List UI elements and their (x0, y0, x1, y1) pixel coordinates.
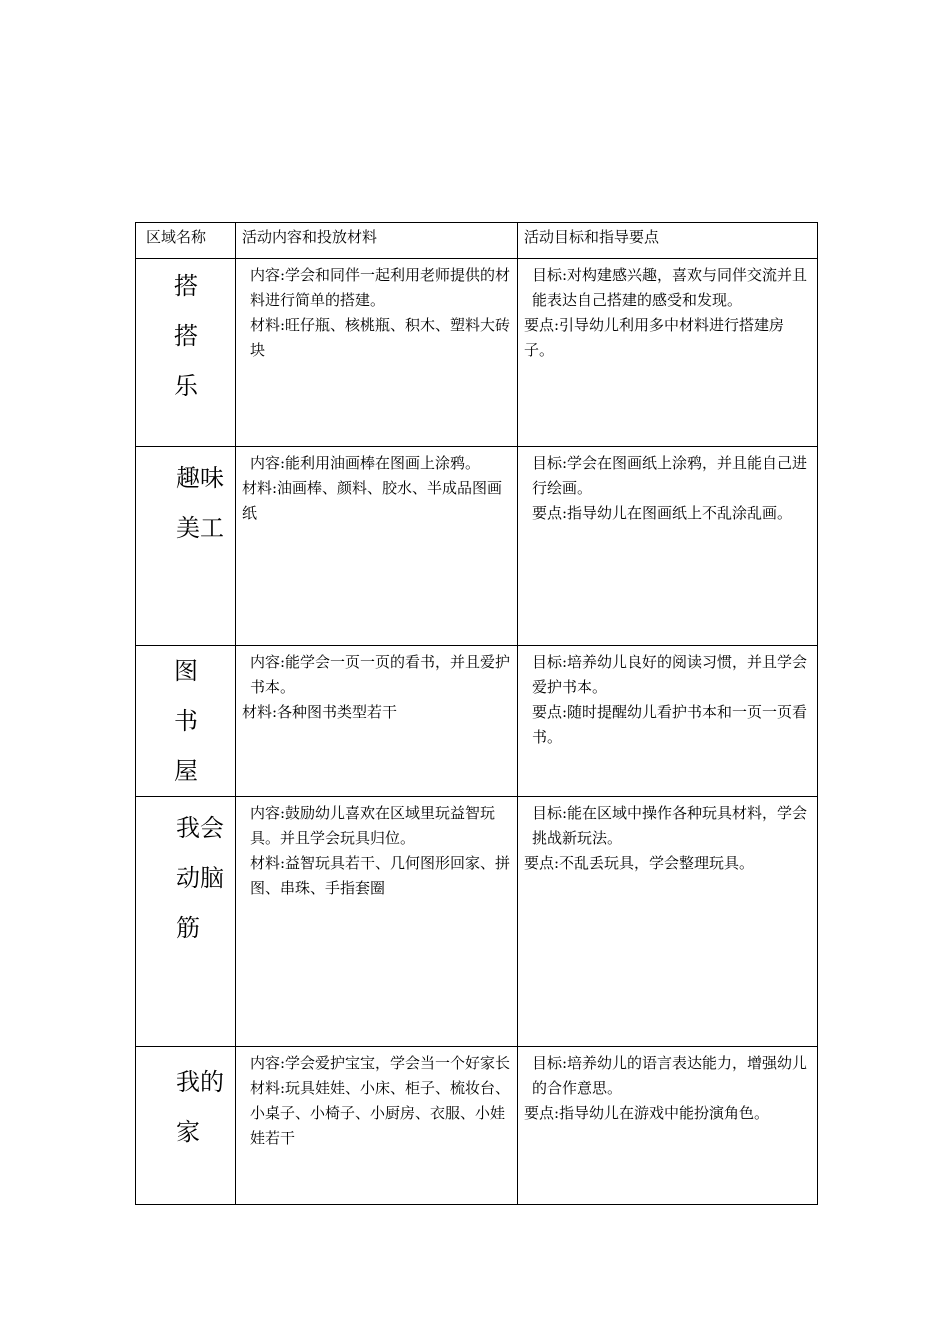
goals-points-cell (518, 646, 818, 797)
content-materials-cell (236, 1047, 518, 1205)
goal-text: 目标:对构建感兴趣，喜欢与同伴交流并且能表达自己搭建的感受和发现。 (532, 266, 808, 309)
area-name-line: 搭 (174, 322, 198, 350)
content-materials-cell (236, 259, 518, 447)
area-name-line: 乐 (174, 372, 198, 400)
materials-text: 材料:油画棒、颜料、胶水、半成品图画纸 (242, 479, 503, 522)
area-name-line: 书 (174, 707, 198, 735)
header-content-materials: 活动内容和投放材料 (236, 223, 518, 259)
content-materials-cell (236, 646, 518, 797)
content-text: 内容:鼓励幼儿喜欢在区域里玩益智玩具。并且学会玩具归位。 (250, 804, 496, 847)
goals-points-cell (518, 447, 818, 646)
content-text: 内容:能利用油画棒在图画上涂鸦。 (250, 454, 481, 472)
header-goals-points: 活动目标和指导要点 (518, 223, 818, 259)
points-text: 要点:不乱丢玩具，学会整理玩具。 (524, 854, 755, 872)
area-name-cell (136, 646, 236, 797)
area-name-line: 筋 (176, 914, 200, 942)
points-text: 要点:指导幼儿在游戏中能扮演角色。 (524, 1104, 770, 1122)
area-name-line: 美工 (176, 514, 224, 542)
area-name-line: 图 (174, 657, 198, 685)
area-name-cell (136, 797, 236, 1047)
header-area-name: 区域名称 (136, 223, 236, 259)
table-header-row (136, 223, 818, 259)
area-name-line: 屋 (174, 757, 198, 785)
goal-text: 目标:培养幼儿良好的阅读习惯，并且学会爱护书本。 (532, 653, 808, 696)
materials-text: 材料:益智玩具若干、几何图形回家、拼图、串珠、手指套圈 (250, 854, 511, 897)
materials-text: 材料:各种图书类型若干 (242, 703, 398, 721)
content-text: 内容:学会和同伴一起利用老师提供的材料进行简单的搭建。 (250, 266, 511, 309)
table-row (136, 646, 818, 797)
points-text: 要点:随时提醒幼儿看护书本和一页一页看书。 (532, 703, 808, 746)
area-name-cell (136, 1047, 236, 1205)
content-text: 内容:能学会一页一页的看书，并且爱护书本。 (250, 653, 511, 696)
content-text: 内容:学会爱护宝宝，学会当一个好家长 (250, 1054, 511, 1072)
goal-text: 目标:培养幼儿的语言表达能力，增强幼儿的合作意思。 (532, 1054, 808, 1097)
table-row (136, 797, 818, 1047)
points-text: 要点:引导幼儿利用多中材料进行搭建房子。 (524, 316, 785, 359)
area-name-cell (136, 259, 236, 447)
goals-points-cell (518, 797, 818, 1047)
area-name-line: 动脑 (176, 864, 224, 892)
goals-points-cell (518, 259, 818, 447)
content-materials-cell (236, 447, 518, 646)
table-row (136, 259, 818, 447)
area-name-line: 我的 (176, 1068, 224, 1096)
content-materials-cell (236, 797, 518, 1047)
area-name-line: 我会 (176, 814, 224, 842)
area-name-line: 趣味 (176, 464, 224, 492)
goal-text: 目标:学会在图画纸上涂鸦，并且能自己进行绘画。 (532, 454, 808, 497)
goals-points-cell (518, 1047, 818, 1205)
goal-text: 目标:能在区域中操作各种玩具材料，学会挑战新玩法。 (532, 804, 808, 847)
area-name-cell (136, 447, 236, 646)
activity-area-table (135, 222, 818, 1205)
materials-text: 材料:旺仔瓶、核桃瓶、积木、塑料大砖块 (250, 316, 511, 359)
area-name-line: 家 (176, 1118, 200, 1146)
materials-text: 材料:玩具娃娃、小床、柜子、梳妆台、小桌子、小椅子、小厨房、衣服、小娃娃若干 (250, 1079, 511, 1147)
area-name-line: 搭 (174, 272, 198, 300)
table-row (136, 1047, 818, 1205)
points-text: 要点:指导幼儿在图画纸上不乱涂乱画。 (532, 504, 793, 522)
table-row (136, 447, 818, 646)
